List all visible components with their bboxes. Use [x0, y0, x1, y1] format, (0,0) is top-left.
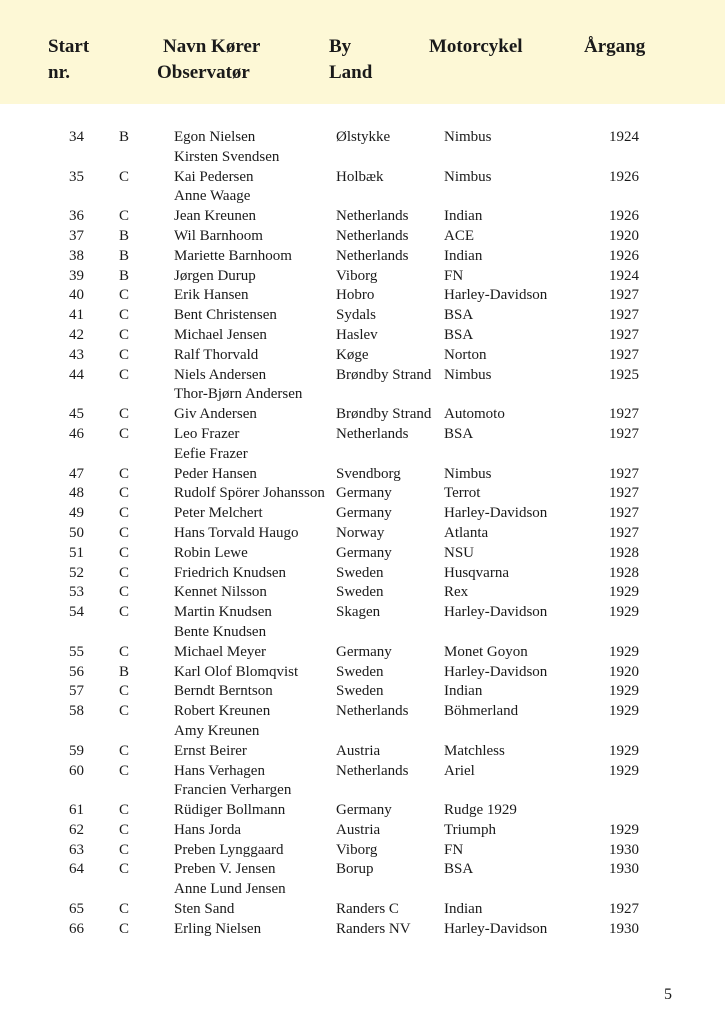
model-year: 1929 [609, 604, 639, 621]
start-number: 62 [69, 821, 84, 838]
class-letter: C [119, 346, 130, 363]
entry-row [0, 267, 725, 287]
driver-name: Robin Lewe [174, 544, 248, 561]
city-country: Netherlands [336, 425, 409, 442]
class-letter: C [119, 920, 130, 937]
motorcycle: Indian [444, 208, 483, 225]
start-number: 39 [69, 267, 84, 284]
entry-row [0, 900, 725, 920]
model-year: 1927 [609, 307, 639, 324]
motorcycle: Indian [444, 901, 483, 918]
driver-name: Jørgen Durup [174, 267, 256, 284]
city-country: Sweden [336, 584, 384, 601]
observer-row [0, 385, 725, 405]
motorcycle: Indian [444, 683, 483, 700]
motorcycle: Atlanta [444, 524, 489, 541]
start-number: 65 [69, 901, 84, 918]
driver-name: Michael Jensen [174, 326, 267, 343]
motorcycle: Nimbus [444, 465, 492, 482]
observer-row [0, 623, 725, 643]
motorcycle: Indian [444, 247, 483, 264]
class-letter: B [119, 129, 130, 145]
motorcycle: Nimbus [444, 129, 492, 145]
city-country: Brøndby Strand [336, 406, 432, 423]
class-letter: C [119, 425, 130, 442]
start-number: 53 [69, 584, 84, 601]
class-letter: C [119, 465, 130, 482]
observer-row [0, 445, 725, 465]
header-motorcycle-label: Motorcykel [429, 36, 523, 57]
motorcycle: BSA [444, 307, 474, 324]
observer-row [0, 148, 725, 168]
start-number: 51 [69, 544, 84, 561]
entry-row [0, 168, 725, 188]
class-letter: C [119, 643, 130, 660]
start-number: 64 [69, 861, 84, 878]
entry-row [0, 247, 725, 267]
entry-row [0, 603, 725, 623]
city-country: Svendborg [336, 465, 401, 482]
driver-name: Peter Melchert [174, 505, 263, 522]
city-country: Borup [336, 861, 374, 878]
motorcycle: FN [444, 267, 464, 284]
entry-row [0, 762, 725, 782]
observer-row [0, 722, 725, 742]
model-year: 1929 [609, 584, 639, 601]
observer-name: Anne Waage [174, 188, 251, 205]
driver-name: Wil Barnhoom [174, 227, 263, 244]
city-country: Germany [336, 505, 392, 522]
entry-row [0, 128, 725, 148]
model-year: 1926 [609, 168, 639, 185]
observer-name: Thor-Bjørn Andersen [174, 386, 303, 403]
entry-row [0, 484, 725, 504]
start-number: 36 [69, 208, 84, 225]
model-year: 1925 [609, 366, 639, 383]
start-number: 61 [69, 802, 84, 819]
driver-name: Michael Meyer [174, 643, 267, 660]
model-year: 1927 [609, 425, 639, 442]
motorcycle: Harley-Davidson [444, 663, 548, 680]
observer-name: Amy Kreunen [174, 722, 260, 739]
city-country: Sweden [336, 683, 384, 700]
driver-name: Leo Frazer [174, 425, 240, 442]
motorcycle: Terrot [444, 485, 481, 502]
start-number: 43 [69, 346, 84, 363]
header-city-label: By [329, 36, 352, 57]
entry-row [0, 801, 725, 821]
driver-name: Egon Nielsen [174, 129, 256, 145]
model-year: 1930 [609, 861, 639, 878]
page-number: 5 [664, 986, 672, 1003]
city-country: Netherlands [336, 227, 409, 244]
start-number: 45 [69, 406, 84, 423]
driver-name: Martin Knudsen [174, 604, 272, 621]
start-number: 35 [69, 168, 84, 185]
city-country: Austria [336, 821, 381, 838]
observer-row [0, 880, 725, 900]
entry-row [0, 860, 725, 880]
entry-row [0, 366, 725, 386]
motorcycle: Rex [444, 584, 469, 601]
city-country: Ølstykke [336, 129, 391, 145]
class-letter: C [119, 307, 130, 324]
motorcycle: Husqvarna [444, 564, 509, 581]
start-number: 63 [69, 841, 84, 858]
city-country: Viborg [336, 841, 378, 858]
motorcycle: Harley-Davidson [444, 287, 548, 304]
start-number: 49 [69, 505, 84, 522]
model-year: 1926 [609, 247, 639, 264]
start-number: 54 [69, 604, 84, 621]
start-number: 40 [69, 287, 84, 304]
class-letter: C [119, 802, 130, 819]
class-letter: C [119, 287, 130, 304]
entry-row [0, 682, 725, 702]
entry-row [0, 405, 725, 425]
driver-name: Sten Sand [174, 901, 235, 918]
class-letter: C [119, 683, 130, 700]
header-driver-label: Navn Kører [163, 36, 261, 57]
entry-row [0, 544, 725, 564]
class-letter: C [119, 584, 130, 601]
model-year: 1929 [609, 821, 639, 838]
start-number: 42 [69, 326, 84, 343]
driver-name: Rudolf Spörer Johansson [174, 485, 325, 502]
driver-name: Preben V. Jensen [174, 861, 276, 878]
model-year: 1927 [609, 901, 639, 918]
model-year: 1927 [609, 485, 639, 502]
header-observer-label: Observatør [157, 62, 250, 83]
class-letter: C [119, 524, 130, 541]
model-year: 1927 [609, 524, 639, 541]
class-letter: B [119, 227, 130, 244]
observer-name: Anne Lund Jensen [174, 881, 286, 898]
entry-list [0, 128, 725, 940]
observer-name: Bente Knudsen [174, 623, 267, 640]
city-country: Germany [336, 485, 392, 502]
motorcycle: Rudge 1929 [444, 802, 517, 819]
start-number: 55 [69, 643, 84, 660]
class-letter: C [119, 762, 130, 779]
driver-name: Hans Torvald Haugo [174, 524, 299, 541]
driver-name: Giv Andersen [174, 406, 257, 423]
entry-row [0, 663, 725, 683]
model-year: 1928 [609, 564, 639, 581]
driver-name: Bent Christensen [174, 307, 277, 324]
start-number: 52 [69, 564, 84, 581]
city-country: Netherlands [336, 703, 409, 720]
start-number: 38 [69, 247, 84, 264]
class-letter: C [119, 564, 130, 581]
entry-row [0, 425, 725, 445]
city-country: Sweden [336, 564, 384, 581]
class-letter: C [119, 821, 130, 838]
start-number: 44 [69, 366, 84, 383]
class-letter: C [119, 326, 130, 343]
city-country: Brøndby Strand [336, 366, 432, 383]
model-year: 1930 [609, 841, 639, 858]
entry-row [0, 306, 725, 326]
driver-name: Robert Kreunen [174, 703, 271, 720]
model-year: 1920 [609, 663, 639, 680]
start-number: 41 [69, 307, 84, 324]
class-letter: C [119, 604, 130, 621]
start-number: 37 [69, 227, 84, 244]
model-year: 1927 [609, 465, 639, 482]
driver-name: Ralf Thorvald [174, 346, 259, 363]
model-year: 1927 [609, 287, 639, 304]
entry-row [0, 564, 725, 584]
entry-row [0, 207, 725, 227]
entry-row [0, 465, 725, 485]
entry-row [0, 504, 725, 524]
start-number: 59 [69, 742, 84, 759]
class-letter: C [119, 742, 130, 759]
driver-name: Friedrich Knudsen [174, 564, 287, 581]
city-country: Sweden [336, 663, 384, 680]
driver-name: Ernst Beirer [174, 742, 247, 759]
driver-name: Peder Hansen [174, 465, 257, 482]
observer-row [0, 187, 725, 207]
start-number: 66 [69, 920, 84, 937]
class-letter: B [119, 663, 130, 680]
motorcycle: FN [444, 841, 464, 858]
observer-name: Eefie Frazer [174, 445, 248, 462]
motorcycle: BSA [444, 326, 474, 343]
entry-row [0, 821, 725, 841]
entry-row [0, 841, 725, 861]
driver-name: Jean Kreunen [174, 208, 257, 225]
motorcycle: Nimbus [444, 168, 492, 185]
city-country: Randers NV [336, 920, 411, 937]
city-country: Haslev [336, 326, 378, 343]
class-letter: C [119, 406, 130, 423]
class-letter: C [119, 901, 130, 918]
city-country: Netherlands [336, 762, 409, 779]
entry-row [0, 742, 725, 762]
start-number: 58 [69, 703, 84, 720]
observer-name: Francien Verhargen [174, 782, 292, 799]
city-country: Netherlands [336, 208, 409, 225]
entry-row [0, 286, 725, 306]
class-letter: C [119, 841, 130, 858]
table-header [0, 0, 725, 104]
header-country-label: Land [329, 62, 373, 83]
city-country: Austria [336, 742, 381, 759]
class-letter: C [119, 544, 130, 561]
driver-name: Erling Nielsen [174, 920, 262, 937]
observer-row [0, 781, 725, 801]
entry-row [0, 920, 725, 940]
motorcycle: BSA [444, 861, 474, 878]
city-country: Randers C [336, 901, 399, 918]
entry-row [0, 524, 725, 544]
model-year: 1924 [609, 267, 639, 284]
city-country: Germany [336, 544, 392, 561]
entry-row [0, 326, 725, 346]
motorcycle: Matchless [444, 742, 505, 759]
observer-name: Kirsten Svendsen [174, 148, 280, 165]
driver-name: Hans Verhagen [174, 762, 265, 779]
model-year: 1929 [609, 703, 639, 720]
city-country: Sydals [336, 307, 377, 324]
start-number: 34 [69, 129, 84, 145]
model-year: 1930 [609, 920, 639, 937]
model-year: 1927 [609, 346, 639, 363]
motorcycle: Nimbus [444, 366, 492, 383]
start-number: 48 [69, 485, 84, 502]
motorcycle: BSA [444, 425, 474, 442]
model-year: 1929 [609, 643, 639, 660]
motorcycle: Harley-Davidson [444, 604, 548, 621]
header-start-label: Start [48, 36, 90, 57]
start-number: 47 [69, 465, 84, 482]
header-number-label: nr. [48, 62, 71, 83]
header-year-label: Årgang [584, 36, 646, 57]
entry-row [0, 346, 725, 366]
class-letter: C [119, 703, 130, 720]
city-country: Norway [336, 524, 385, 541]
driver-name: Kai Pedersen [174, 168, 254, 185]
motorcycle: Monet Goyon [444, 643, 528, 660]
class-letter: B [119, 247, 130, 264]
entry-row [0, 227, 725, 247]
entry-row [0, 702, 725, 722]
city-country: Køge [336, 346, 369, 363]
model-year: 1927 [609, 505, 639, 522]
model-year: 1929 [609, 742, 639, 759]
start-number: 60 [69, 762, 84, 779]
city-country: Netherlands [336, 247, 409, 264]
city-country: Skagen [336, 604, 381, 621]
model-year: 1927 [609, 326, 639, 343]
driver-name: Berndt Berntson [174, 683, 273, 700]
model-year: 1927 [609, 406, 639, 423]
model-year: 1926 [609, 208, 639, 225]
start-number: 57 [69, 683, 84, 700]
motorcycle: ACE [444, 227, 474, 244]
class-letter: C [119, 208, 130, 225]
driver-name: Kennet Nilsson [174, 584, 267, 601]
city-country: Germany [336, 643, 392, 660]
motorcycle: Automoto [444, 406, 505, 423]
driver-name: Hans Jorda [174, 821, 242, 838]
model-year: 1924 [609, 129, 639, 145]
class-letter: C [119, 168, 130, 185]
city-country: Germany [336, 802, 392, 819]
driver-name: Niels Andersen [174, 366, 267, 383]
model-year: 1928 [609, 544, 639, 561]
city-country: Holbæk [336, 168, 384, 185]
start-number: 56 [69, 663, 84, 680]
driver-name: Preben Lynggaard [174, 841, 284, 858]
class-letter: B [119, 267, 130, 284]
city-country: Hobro [336, 287, 375, 304]
motorcycle: Harley-Davidson [444, 505, 548, 522]
motorcycle: Triumph [444, 821, 496, 838]
model-year: 1929 [609, 683, 639, 700]
class-letter: C [119, 861, 130, 878]
model-year: 1920 [609, 227, 639, 244]
class-letter: C [119, 505, 130, 522]
entry-row [0, 643, 725, 663]
model-year: 1929 [609, 762, 639, 779]
motorcycle: Ariel [444, 762, 475, 779]
entry-row [0, 583, 725, 603]
start-number: 46 [69, 425, 84, 442]
class-letter: C [119, 366, 130, 383]
driver-name: Mariette Barnhoom [174, 247, 292, 264]
start-number: 50 [69, 524, 84, 541]
motorcycle: Norton [444, 346, 487, 363]
driver-name: Erik Hansen [174, 287, 249, 304]
driver-name: Rüdiger Bollmann [174, 802, 286, 819]
class-letter: C [119, 485, 130, 502]
driver-name: Karl Olof Blomqvist [174, 663, 299, 680]
motorcycle: Harley-Davidson [444, 920, 548, 937]
motorcycle: NSU [444, 544, 475, 561]
motorcycle: Böhmerland [444, 703, 519, 720]
city-country: Viborg [336, 267, 378, 284]
